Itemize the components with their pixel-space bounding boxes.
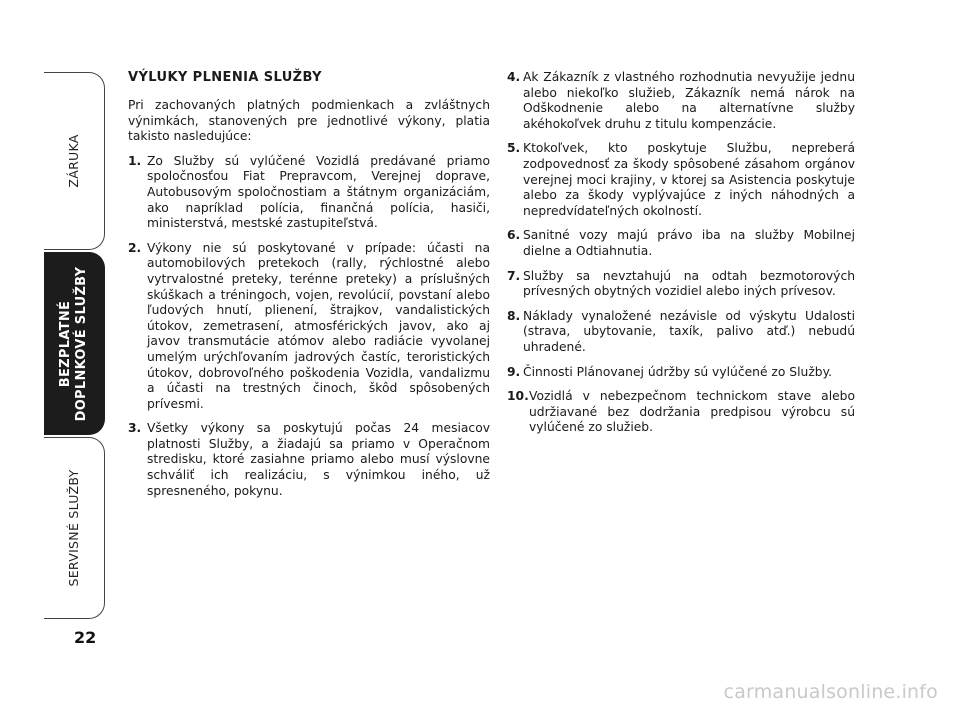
tab-zaruka[interactable] [44,72,105,250]
item-text: Sanitné vozy majú právo iba na služby Mobilnej dielne a Odtiahnutia. [523,228,855,258]
tab-servisne-sluzby[interactable] [44,437,105,619]
tab-label [67,134,81,187]
item-text: Všetky výkony sa poskytujú počas 24 mesiacov platnosti Služby, a žiadajú sa priamo v Operačnom stredisku, ktoré zasiahne priamo alebo musí výslovne schváliť ich realizáciu, s výnimkou iného, už spresneného, pokynu. [147,421,490,498]
left-column [128,70,490,508]
list-item [507,309,855,356]
item-number: 8. [507,308,521,323]
list-item [128,154,490,232]
item-number: 6. [507,228,521,243]
tab-label [58,266,90,421]
list-item [507,228,855,259]
tab-label-line: DOPLNKOVÉ SLUŽBY [74,266,89,421]
item-number: 2. [128,240,142,255]
right-column [507,70,855,445]
item-number: 5. [507,141,521,156]
watermark: carmanualsonline.info [723,681,938,703]
intro-paragraph: Pri zachovaných platných podmienkach a zvláštnych výnimkách, stanovených pre jednotlivé výkony, platia takisto nasledujúce: [128,98,490,144]
item-number: 7. [507,268,521,283]
item-number: 3. [128,421,142,436]
item-number: 4. [507,70,521,84]
list-item [128,421,490,499]
tab-label-line: BEZPLATNÉ [58,300,73,387]
item-text: Činnosti Plánovanej údržby sú vylúčené zo Služby. [523,364,833,379]
side-tabs [44,72,105,619]
tab-label-line: SERVISNÉ SLUŽBY [66,469,81,587]
item-text: Ak Zákazník z vlastného rozhodnutia nevyužije jednu alebo niekoľko služieb, Zákazník nemá nárok na Odškodnenie alebo na alternatívne služby akéhokoľvek druhu z titulu kompenzácie. [523,70,855,131]
item-number: 9. [507,364,521,379]
item-text: Výkony nie sú poskytované v prípade: účasti na automobilových pretekoch (rally, rýchlostné alebo vytrvalostné preteky, terénne preteky) a príslušných skúškach a tréningoch, vojen, revolúcií, povstaní alebo ľudových hnutí, plienení, štrajkov, vandalistických útokov, zemetrasení, atmosférických javov, ako aj javov transmutácie atómov alebo radiácie vyvolanej umelým urýchľovaním jadrových častíc, teroristických útokov, dobrovoľného poškodenia Vozidla, vandalizmu a účasti na trestných činoch, škôd spôsobených prívesmi. [147,240,490,411]
item-number: 10. [507,389,529,404]
item-text: Náklady vynaložené nezávisle od výskytu Udalosti (strava, ubytovanie, taxík, palivo atď.) nebudú uhradené. [523,308,855,354]
section-title: VÝLUKY PLNENIA SLUŽBY [128,70,322,85]
tab-bezplatne-doplnkove-sluzby[interactable] [44,252,105,435]
list-item [507,269,855,300]
item-text: Služby sa nevztahujú na odtah bezmotorových prívesných obytných vozidiel alebo iných prívesov. [523,268,855,299]
tab-label [67,469,81,586]
item-text: Ktokoľvek, kto poskytuje Službu, nepreberá zodpovednosť za škody spôsobené zásahom orgánov verejnej moci krajiny, v ktorej sa Asistencia poskytuje alebo za škody vyplývajúce z iných náhodných a nepredvídateľných okolností. [523,141,855,218]
item-number: 1. [128,153,142,168]
item-text: Zo Služby sú vylúčené Vozidlá predávané priamo spoločnosťou Fiat Prepravcom, Verejnej doprave, Autobusovým spoločnostiam a štátnym organizáciám, ako napríklad polícia, finančná polícia, hasiči, ministerstvá, mestské zastupiteľstvá. [147,153,490,231]
list-item [507,365,855,381]
list-item [507,141,855,219]
tab-label-line: ZÁRUKA [66,134,81,188]
item-text: Vozidlá v nebezpečnom technickom stave alebo udržiavané bez dodržania predpisou výrobcu sú vylúčené zo služieb. [529,389,855,435]
list-item [507,389,855,436]
list-item [128,241,490,413]
list-item [507,70,855,132]
page-number: 22 [74,628,97,647]
